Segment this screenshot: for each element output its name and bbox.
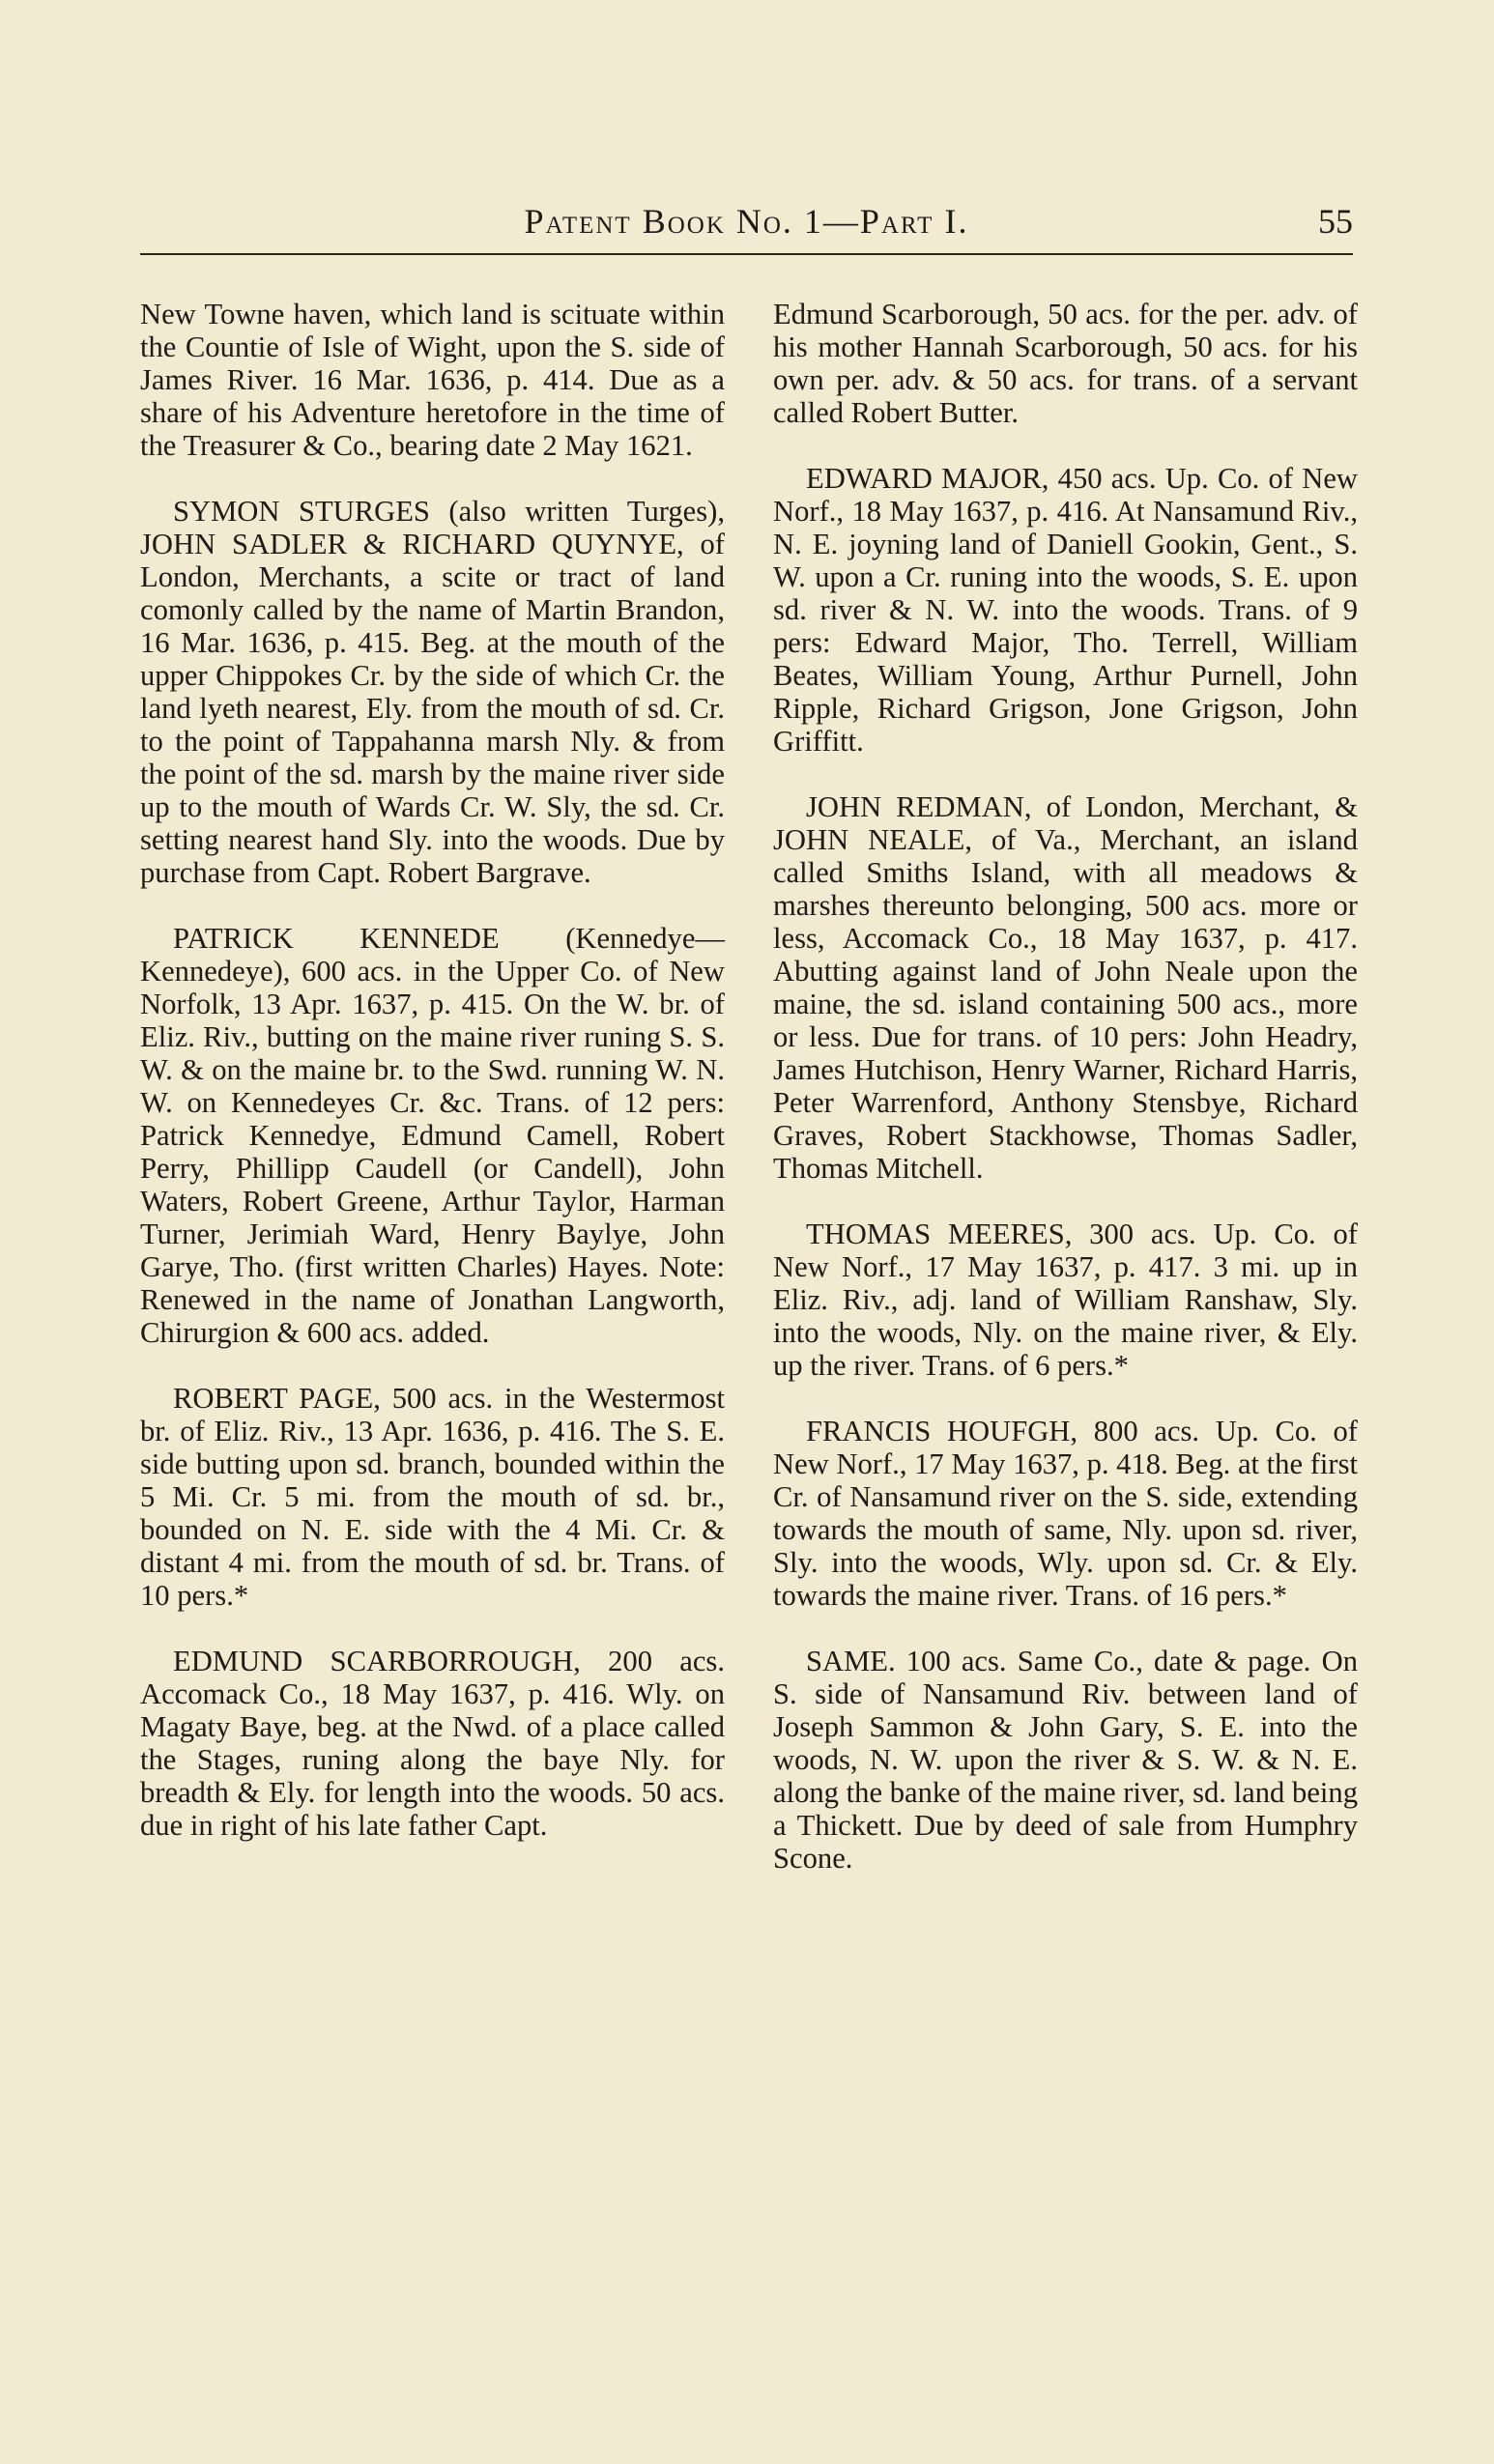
entry-thomas-meeres: THOMAS MEERES, 300 acs. Up. Co. of New Norf., 17 May 1637, p. 417. 3 mi. up in Eliz. Riv., adj. land of William Ranshaw, Sly. into the woods, Nly. on the maine river, & Ely. up the river. Trans. of 6 pers.*	[773, 1218, 1358, 1382]
running-title: Patent Book No. 1—Part I.	[524, 202, 969, 241]
entry-edmund-scarborrough: EDMUND SCARBORROUGH, 200 acs. Accomack Co., 18 May 1637, p. 416. Wly. on Magaty Baye, beg. at the Nwd. of a place called the Stages, runing along the baye Nly. for breadth & Ely. for length into the woods. 50 acs. due in right of his late father Capt.	[140, 1645, 725, 1842]
entry-symon-sturges: SYMON STURGES (also written Turges), JOHN SADLER & RICHARD QUYNYE, of London, Merchants, a scite or tract of land comonly called by the name of Martin Brandon, 16 Mar. 1636, p. 415. Beg. at the mouth of the upper Chippokes Cr. by the side of which Cr. the land lyeth nearest, Ely. from the mouth of sd. Cr. to the point of Tappahanna marsh Nly. & from the point of the sd. marsh by the maine river side up to the mouth of Wards Cr. W. Sly, the sd. Cr. setting nearest hand Sly. into the woods. Due by purchase from Capt. Robert Bargrave.	[140, 495, 725, 889]
entry-francis-houfgh: FRANCIS HOUFGH, 800 acs. Up. Co. of New Norf., 17 May 1637, p. 418. Beg. at the first Cr. of Nansamund river on the S. side, extending towards the mouth of same, Nly. upon sd. river, Sly. into the woods, Wly. upon sd. Cr. & Ely. towards the maine river. Trans. of 16 pers.*	[773, 1415, 1358, 1612]
entry-robert-page: ROBERT PAGE, 500 acs. in the Westermost br. of Eliz. Riv., 13 Apr. 1636, p. 416. The S. E. side butting upon sd. branch, bounded within the 5 Mi. Cr. 5 mi. from the mouth of sd. br., bounded on N. E. side with the 4 Mi. Cr. & distant 4 mi. from the mouth of sd. br. Trans. of 10 pers.*	[140, 1382, 725, 1612]
entry-continuation: New Towne haven, which land is scituate within the Countie of Isle of Wight, upon the S. side of James River. 16 Mar. 1636, p. 414. Due as a share of his Adventure heretofore in the time of the Treasurer & Co., bearing date 2 May 1621.	[140, 298, 725, 462]
page-header	[140, 198, 1353, 246]
entry-edward-major: EDWARD MAJOR, 450 acs. Up. Co. of New Norf., 18 May 1637, p. 416. At Nansamund Riv., N. E. joyning land of Daniell Gookin, Gent., S. W. upon a Cr. runing into the woods, S. E. upon sd. river & N. W. into the woods. Trans. of 9 pers: Edward Major, Tho. Terrell, William Beates, William Young, Arthur Purnell, John Ripple, Richard Grigson, Jone Grigson, John Griffitt.	[773, 462, 1358, 758]
entry-patrick-kennede: PATRICK KENNEDE (Kennedye—Kennedeye), 600 acs. in the Upper Co. of New Norfolk, 13 Apr. 1637, p. 415. On the W. br. of Eliz. Riv., butting on the maine river runing S. S. W. & on the maine br. to the Swd. running W. N. W. on Kennedeyes Cr. &c. Trans. of 12 pers: Patrick Kennedye, Edmund Camell, Robert Perry, Phillipp Caudell (or Candell), John Waters, Robert Greene, Arthur Taylor, Harman Turner, Jerimiah Ward, Henry Baylye, John Garye, Tho. (first written Charles) Hayes. Note: Renewed in the name of Jonathan Langworth, Chirurgion & 600 acs. added.	[140, 922, 725, 1349]
header-rule	[140, 253, 1353, 255]
right-column	[773, 298, 1358, 1875]
entry-scarborrough-continuation: Edmund Scarborough, 50 acs. for the per. adv. of his mother Hannah Scarborough, 50 acs. for his own per. adv. & 50 acs. for trans. of a servant called Robert Butter.	[773, 298, 1358, 429]
entry-john-redman: JOHN REDMAN, of London, Merchant, & JOHN NEALE, of Va., Merchant, an island called Smiths Island, with all meadows & marshes thereunto belonging, 500 acs. more or less, Accomack Co., 18 May 1637, p. 417. Abutting against land of John Neale upon the maine, the sd. island containing 500 acs., more or less. Due for trans. of 10 pers: John Headry, James Hutchison, Henry Warner, Richard Harris, Peter Warrenford, Anthony Stensbye, Richard Graves, Robert Stackhowse, Thomas Sadler, Thomas Mitchell.	[773, 790, 1358, 1185]
left-column	[140, 298, 725, 1842]
entry-same: SAME. 100 acs. Same Co., date & page. On S. side of Nansamund Riv. between land of Joseph Sammon & John Gary, S. E. into the woods, N. W. upon the river & S. W. & N. E. along the banke of the maine river, sd. land being a Thickett. Due by deed of sale from Humphry Scone.	[773, 1645, 1358, 1875]
page-number: 55	[1318, 202, 1353, 241]
